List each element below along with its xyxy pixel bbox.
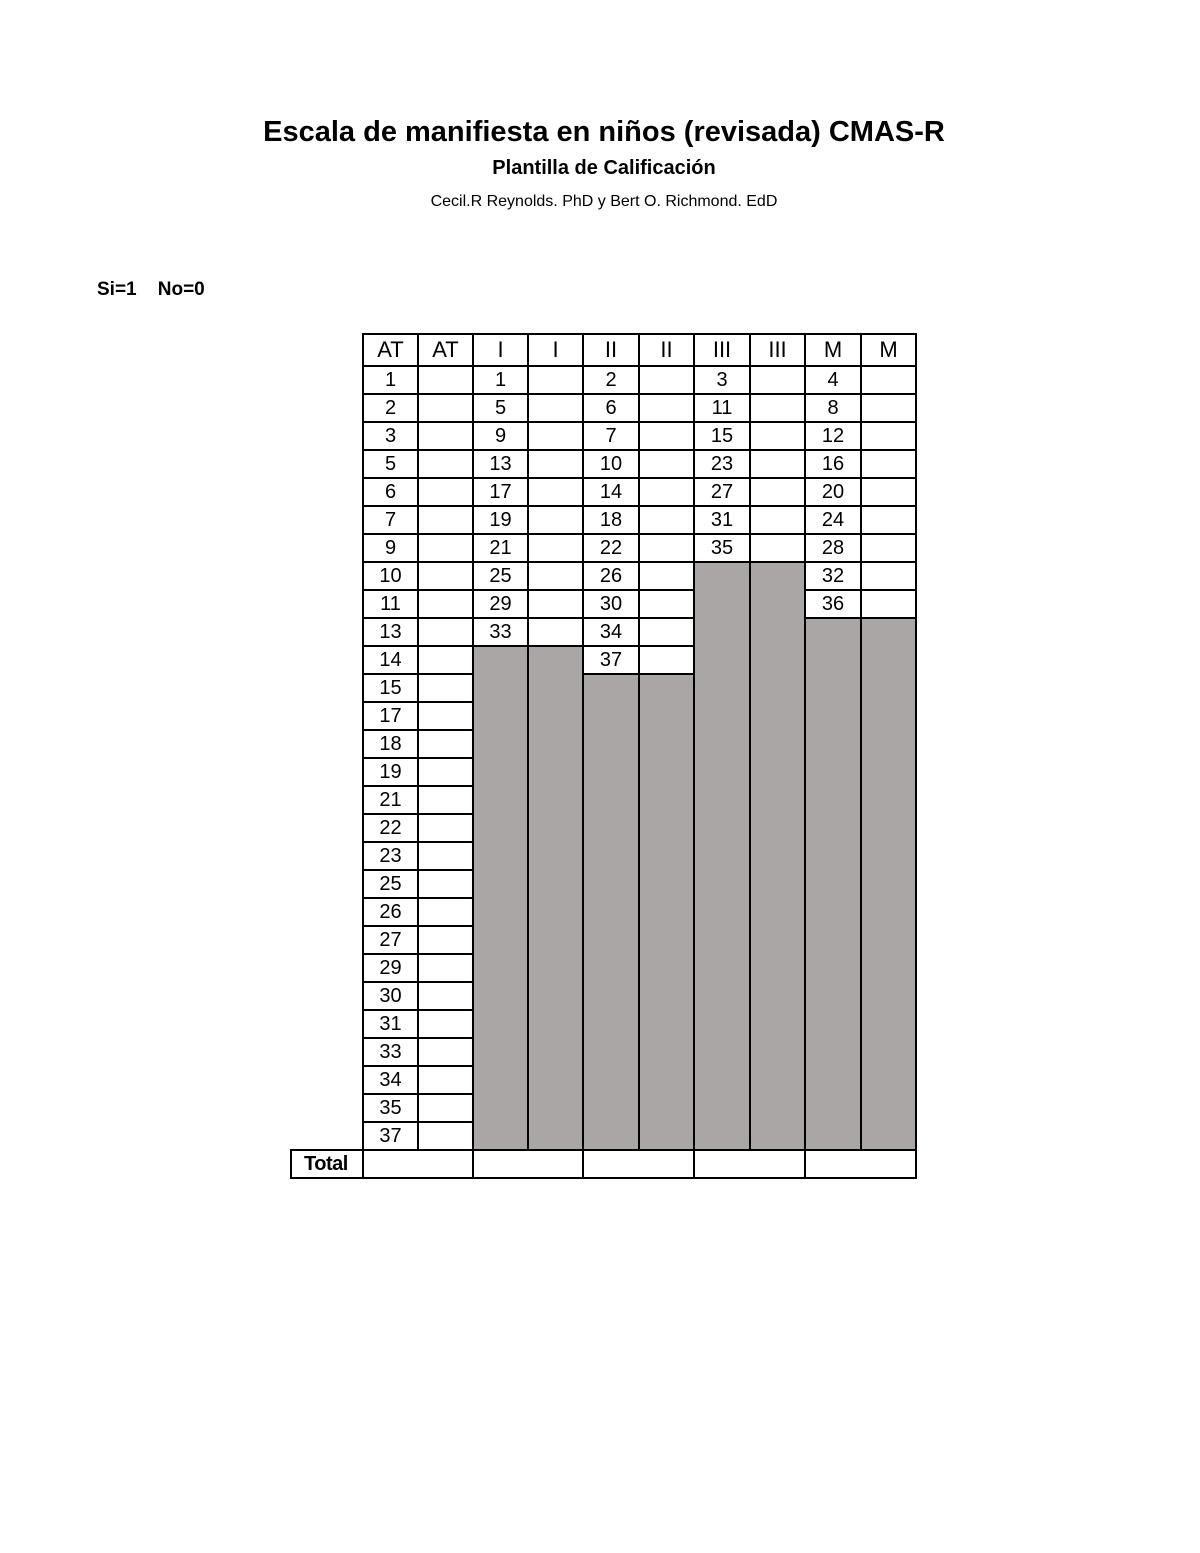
- blank-cell: [291, 422, 363, 450]
- column-header: I: [528, 334, 583, 366]
- answer-cell-ii[interactable]: [639, 422, 694, 450]
- answer-cell-ii[interactable]: [639, 562, 694, 590]
- answer-cell-at[interactable]: [418, 730, 473, 758]
- answer-cell-i[interactable]: [528, 506, 583, 534]
- blank-cell: [291, 366, 363, 394]
- blank-cell: [291, 1066, 363, 1094]
- document-title: Escala de manifiesta en niños (revisada) CMAS-R: [263, 116, 945, 148]
- item-number-ii: 2: [583, 366, 639, 394]
- blank-cell: [291, 646, 363, 674]
- item-number-i: 5: [473, 394, 528, 422]
- answer-cell-at[interactable]: [418, 394, 473, 422]
- total-cell-ii[interactable]: [583, 1150, 694, 1178]
- blank-cell: [291, 842, 363, 870]
- answer-cell-ii[interactable]: [639, 394, 694, 422]
- answer-cell-iii[interactable]: [750, 478, 805, 506]
- item-number-ii: 14: [583, 478, 639, 506]
- blank-cell: [291, 450, 363, 478]
- shaded-block: [805, 618, 861, 1150]
- blank-cell: [291, 702, 363, 730]
- item-number-m: 4: [805, 366, 861, 394]
- item-number-i: 21: [473, 534, 528, 562]
- item-number-iii: 23: [694, 450, 750, 478]
- blank-cell: [291, 1122, 363, 1150]
- item-number-i: 17: [473, 478, 528, 506]
- shaded-block: [694, 562, 750, 1150]
- answer-cell-at[interactable]: [418, 870, 473, 898]
- item-number-iii: 35: [694, 534, 750, 562]
- table-row: [291, 366, 916, 394]
- table-row: [291, 450, 916, 478]
- column-header: AT: [418, 334, 473, 366]
- item-number-ii: 26: [583, 562, 639, 590]
- answer-cell-ii[interactable]: [639, 506, 694, 534]
- blank-cell: [291, 534, 363, 562]
- shaded-block: [528, 646, 583, 1150]
- blank-cell: [291, 478, 363, 506]
- item-number-ii: 30: [583, 590, 639, 618]
- shaded-block: [473, 646, 528, 1150]
- item-number-at: 22: [363, 814, 418, 842]
- total-cell-m[interactable]: [805, 1150, 916, 1178]
- answer-cell-m[interactable]: [861, 506, 916, 534]
- item-number-at: 7: [363, 506, 418, 534]
- item-number-m: 32: [805, 562, 861, 590]
- table-row: [291, 478, 916, 506]
- table-row: [291, 422, 916, 450]
- item-number-i: 13: [473, 450, 528, 478]
- answer-cell-i[interactable]: [528, 394, 583, 422]
- item-number-m: 12: [805, 422, 861, 450]
- answer-cell-at[interactable]: [418, 786, 473, 814]
- column-header: III: [750, 334, 805, 366]
- item-number-m: 24: [805, 506, 861, 534]
- blank-cell: [291, 394, 363, 422]
- legend-no: No=0: [157, 279, 205, 300]
- answer-cell-at[interactable]: [418, 1010, 473, 1038]
- table-row: [291, 590, 916, 618]
- total-label: Total: [291, 1150, 363, 1178]
- item-number-at: 15: [363, 674, 418, 702]
- item-number-at: 27: [363, 926, 418, 954]
- answer-cell-i[interactable]: [528, 422, 583, 450]
- item-number-at: 25: [363, 870, 418, 898]
- column-header: M: [861, 334, 916, 366]
- answer-cell-i[interactable]: [528, 450, 583, 478]
- item-number-at: 6: [363, 478, 418, 506]
- answer-cell-ii[interactable]: [639, 618, 694, 646]
- answer-cell-m[interactable]: [861, 422, 916, 450]
- item-number-ii: 37: [583, 646, 639, 674]
- answer-cell-iii[interactable]: [750, 534, 805, 562]
- answer-cell-at[interactable]: [418, 758, 473, 786]
- item-number-iii: 15: [694, 422, 750, 450]
- answer-cell-at[interactable]: [418, 590, 473, 618]
- item-number-at: 37: [363, 1122, 418, 1150]
- answer-cell-i[interactable]: [528, 562, 583, 590]
- table-row: [291, 394, 916, 422]
- answer-cell-at[interactable]: [418, 534, 473, 562]
- item-number-iii: 3: [694, 366, 750, 394]
- answer-cell-ii[interactable]: [639, 646, 694, 674]
- answer-cell-at[interactable]: [418, 842, 473, 870]
- column-header: II: [583, 334, 639, 366]
- answer-cell-at[interactable]: [418, 618, 473, 646]
- column-header: I: [473, 334, 528, 366]
- document-subtitle: Plantilla de Calificación: [492, 157, 716, 179]
- answer-cell-at[interactable]: [418, 562, 473, 590]
- item-number-ii: 7: [583, 422, 639, 450]
- item-number-at: 10: [363, 562, 418, 590]
- answer-cell-iii[interactable]: [750, 450, 805, 478]
- answer-cell-i[interactable]: [528, 618, 583, 646]
- item-number-at: 19: [363, 758, 418, 786]
- answer-cell-at[interactable]: [418, 814, 473, 842]
- column-header: III: [694, 334, 750, 366]
- answer-cell-at[interactable]: [418, 702, 473, 730]
- shaded-block: [583, 674, 639, 1150]
- blank-cell: [291, 506, 363, 534]
- item-number-at: 3: [363, 422, 418, 450]
- answer-cell-at[interactable]: [418, 422, 473, 450]
- item-number-at: 31: [363, 1010, 418, 1038]
- item-number-at: 17: [363, 702, 418, 730]
- blank-cell: [291, 898, 363, 926]
- item-number-at: 18: [363, 730, 418, 758]
- item-number-at: 35: [363, 1094, 418, 1122]
- item-number-m: 8: [805, 394, 861, 422]
- item-number-at: 26: [363, 898, 418, 926]
- item-number-iii: 27: [694, 478, 750, 506]
- answer-cell-at[interactable]: [418, 1038, 473, 1066]
- answer-cell-iii[interactable]: [750, 366, 805, 394]
- item-number-at: 2: [363, 394, 418, 422]
- item-number-ii: 34: [583, 618, 639, 646]
- blank-cell: [291, 334, 363, 366]
- item-number-i: 25: [473, 562, 528, 590]
- item-number-ii: 22: [583, 534, 639, 562]
- answer-cell-at[interactable]: [418, 954, 473, 982]
- blank-cell: [291, 1038, 363, 1066]
- answer-cell-at[interactable]: [418, 926, 473, 954]
- answer-cell-at[interactable]: [418, 1122, 473, 1150]
- item-number-at: 14: [363, 646, 418, 674]
- answer-cell-m[interactable]: [861, 394, 916, 422]
- table-row: [291, 506, 916, 534]
- answer-cell-ii[interactable]: [639, 534, 694, 562]
- answer-cell-m[interactable]: [861, 450, 916, 478]
- item-number-at: 13: [363, 618, 418, 646]
- blank-cell: [291, 814, 363, 842]
- answer-cell-m[interactable]: [861, 478, 916, 506]
- answer-cell-ii[interactable]: [639, 590, 694, 618]
- answer-cell-iii[interactable]: [750, 422, 805, 450]
- blank-cell: [291, 730, 363, 758]
- item-number-i: 1: [473, 366, 528, 394]
- answer-cell-iii[interactable]: [750, 506, 805, 534]
- item-number-i: 9: [473, 422, 528, 450]
- item-number-i: 19: [473, 506, 528, 534]
- table-row: [291, 562, 916, 590]
- item-number-iii: 31: [694, 506, 750, 534]
- answer-cell-at[interactable]: [418, 478, 473, 506]
- item-number-ii: 10: [583, 450, 639, 478]
- document-authors: Cecil.R Reynolds. PhD y Bert O. Richmond. EdD: [430, 193, 778, 210]
- item-number-at: 33: [363, 1038, 418, 1066]
- shaded-block: [639, 674, 694, 1150]
- blank-cell: [291, 1010, 363, 1038]
- item-number-m: 20: [805, 478, 861, 506]
- answer-cell-at[interactable]: [418, 674, 473, 702]
- shaded-block: [750, 562, 805, 1150]
- column-header: M: [805, 334, 861, 366]
- answer-cell-at[interactable]: [418, 898, 473, 926]
- shaded-block: [861, 618, 916, 1150]
- scoring-legend: [97, 278, 205, 302]
- item-number-at: 11: [363, 590, 418, 618]
- blank-cell: [291, 674, 363, 702]
- blank-cell: [291, 562, 363, 590]
- document-header: [0, 112, 1200, 215]
- scoring-table: [290, 333, 917, 1179]
- item-number-at: 34: [363, 1066, 418, 1094]
- item-number-at: 29: [363, 954, 418, 982]
- blank-cell: [291, 870, 363, 898]
- table-row: [291, 534, 916, 562]
- answer-cell-i[interactable]: [528, 590, 583, 618]
- answer-cell-m[interactable]: [861, 366, 916, 394]
- blank-cell: [291, 954, 363, 982]
- answer-cell-at[interactable]: [418, 982, 473, 1010]
- item-number-at: 30: [363, 982, 418, 1010]
- answer-cell-iii[interactable]: [750, 394, 805, 422]
- answer-cell-at[interactable]: [418, 506, 473, 534]
- total-cell-i[interactable]: [473, 1150, 583, 1178]
- blank-cell: [291, 982, 363, 1010]
- total-row: [291, 1150, 916, 1178]
- answer-cell-m[interactable]: [861, 534, 916, 562]
- item-number-at: 1: [363, 366, 418, 394]
- answer-cell-m[interactable]: [861, 590, 916, 618]
- column-header: II: [639, 334, 694, 366]
- item-number-iii: 11: [694, 394, 750, 422]
- answer-cell-i[interactable]: [528, 478, 583, 506]
- item-number-at: 23: [363, 842, 418, 870]
- item-number-i: 33: [473, 618, 528, 646]
- item-number-i: 29: [473, 590, 528, 618]
- item-number-ii: 18: [583, 506, 639, 534]
- answer-cell-at[interactable]: [418, 450, 473, 478]
- header-row: [291, 334, 916, 366]
- answer-cell-at[interactable]: [418, 1066, 473, 1094]
- blank-cell: [291, 758, 363, 786]
- answer-cell-at[interactable]: [418, 366, 473, 394]
- column-header: AT: [363, 334, 418, 366]
- answer-cell-ii[interactable]: [639, 478, 694, 506]
- answer-cell-ii[interactable]: [639, 366, 694, 394]
- table-row: [291, 618, 916, 646]
- total-cell-at[interactable]: [363, 1150, 473, 1178]
- answer-cell-ii[interactable]: [639, 450, 694, 478]
- item-number-at: 9: [363, 534, 418, 562]
- item-number-ii: 6: [583, 394, 639, 422]
- answer-cell-at[interactable]: [418, 646, 473, 674]
- answer-cell-i[interactable]: [528, 534, 583, 562]
- legend-yes: Si=1: [97, 279, 137, 300]
- item-number-m: 16: [805, 450, 861, 478]
- total-cell-iii[interactable]: [694, 1150, 805, 1178]
- blank-cell: [291, 926, 363, 954]
- blank-cell: [291, 618, 363, 646]
- item-number-at: 5: [363, 450, 418, 478]
- blank-cell: [291, 786, 363, 814]
- item-number-m: 36: [805, 590, 861, 618]
- item-number-m: 28: [805, 534, 861, 562]
- blank-cell: [291, 1094, 363, 1122]
- answer-cell-at[interactable]: [418, 1094, 473, 1122]
- item-number-at: 21: [363, 786, 418, 814]
- blank-cell: [291, 590, 363, 618]
- answer-cell-m[interactable]: [861, 562, 916, 590]
- answer-cell-i[interactable]: [528, 366, 583, 394]
